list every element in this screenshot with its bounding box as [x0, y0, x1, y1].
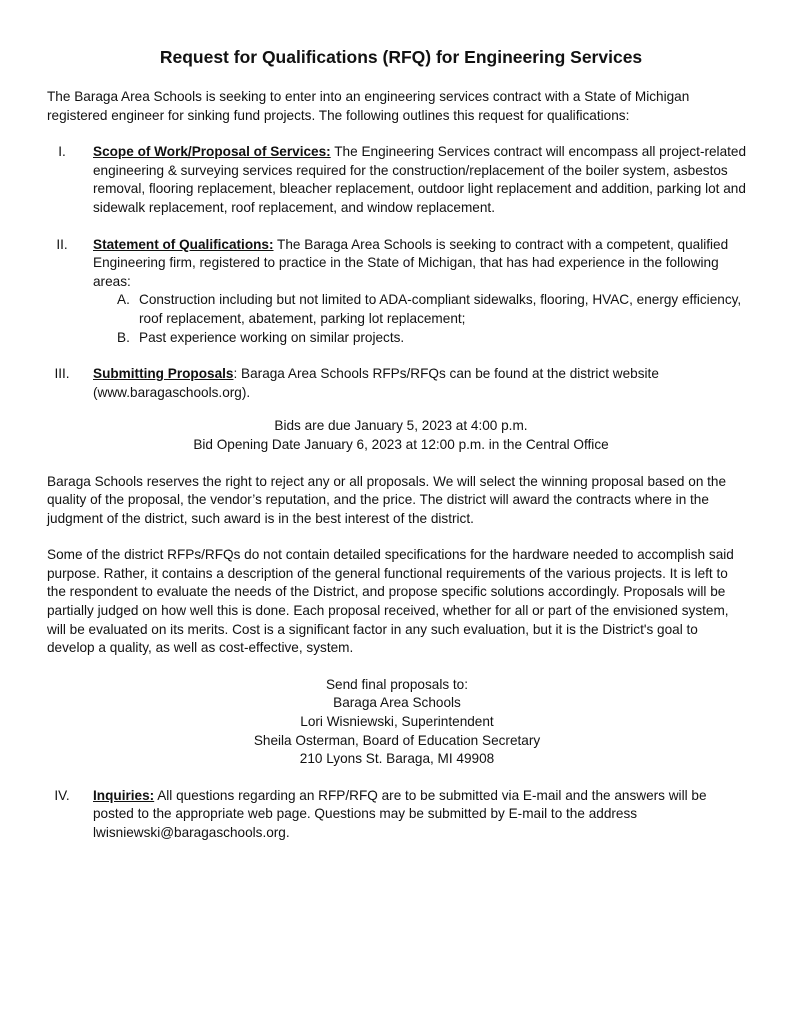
section-submitting-proposals	[47, 365, 747, 402]
send-to-address: 210 Lyons St. Baraga, MI 49908	[299, 751, 495, 767]
section-heading: Submitting Proposals	[93, 366, 234, 382]
section-body	[93, 143, 747, 217]
section-text: The Baraga Area Schools is seeking to contract with a competent, qualified Engineering firm, registered to practice in the State of Michigan, that has had experience in the following areas:	[93, 236, 729, 289]
list-item-letter: A.	[117, 292, 130, 308]
section-text: : Baraga Area Schools RFPs/RFQs can be found at the district website (www.baragaschools.org).	[93, 366, 659, 400]
section-text: All questions regarding an RFP/RFQ are to be submitted via E-mail and the answers will be posted to the appropriate web page. Questions may be submitted by E-mail to the address lwisniewski@baragaschools.org.	[93, 787, 707, 840]
section-numeral: III.	[54, 366, 70, 382]
send-to-organization: Baraga Area Schools	[333, 695, 461, 711]
list-item	[93, 291, 747, 328]
send-proposals-block	[47, 676, 747, 769]
document-page	[47, 44, 747, 861]
section-text: The Engineering Services contract will encompass all project-related engineering & surveying services required for the construction/replacement of the boiler system, asbestos removal, flooring replacement, bleacher replacement, outdoor light replacement and addition, parking lot and sidewalk replacement, roof replacement, and window replacement.	[93, 144, 747, 215]
section-body	[93, 787, 747, 843]
section-heading: Statement of Qualifications:	[93, 236, 274, 252]
section-numeral: II.	[56, 236, 68, 252]
section-numeral: IV.	[54, 787, 70, 803]
reserve-rights-paragraph: Baraga Schools reserves the right to reject any or all proposals. We will select the winning proposal based on the quality of the proposal, the vendor’s reputation, and the price. The district will award the contracts where in the judgment of the district, such award is in the best interest of the district.	[47, 473, 727, 526]
section-heading: Scope of Work/Proposal of Services:	[93, 144, 331, 160]
section-heading: Inquiries:	[93, 787, 155, 803]
bid-opening-line: Bid Opening Date January 6, 2023 at 12:00 p.m. in the Central Office	[193, 436, 609, 452]
list-item-text: Past experience working on similar projects.	[139, 329, 405, 345]
send-to-contact-secretary: Sheila Osterman, Board of Education Secretary	[253, 732, 541, 748]
section-body	[93, 365, 747, 402]
send-to-contact-superintendent: Lori Wisniewski, Superintendent	[300, 714, 494, 730]
bid-dates-block	[55, 417, 747, 454]
section-numeral: I.	[58, 144, 66, 160]
qualification-areas-list	[93, 291, 747, 347]
section-statement-of-qualifications	[47, 236, 747, 348]
list-item-text: Construction including but not limited to ADA-compliant sidewalks, flooring, HVAC, energy efficiency, roof replacement, abatement, parking lot replacement;	[139, 292, 742, 326]
section-scope-of-work	[47, 143, 747, 217]
send-to-label: Send final proposals to:	[325, 676, 469, 692]
list-item	[93, 329, 747, 348]
section-inquiries	[47, 787, 747, 843]
bids-due-line: Bids are due January 5, 2023 at 4:00 p.m.	[274, 418, 528, 434]
section-body	[93, 236, 747, 292]
list-item-letter: B.	[117, 329, 130, 345]
specifications-paragraph: Some of the district RFPs/RFQs do not contain detailed specifications for the hardware needed to accomplish said purpose. Rather, it contains a description of the general functional requirements of the various projects. It is left to the respondent to evaluate the needs of the District, and propose specific solutions accordingly. Proposals will be partially judged on how well this is done. Each proposal received, whether for all or part of the envisioned system, will be evaluated on its merits. Cost is a significant factor in any such evaluation, but it is the District's goal to develop a quality, as well as cost-effective, system.	[47, 547, 734, 656]
intro-paragraph: The Baraga Area Schools is seeking to enter into an engineering services contract with a State of Michigan registered engineer for sinking fund projects. The following outlines this request for qualifications:	[47, 89, 690, 123]
document-title: Request for Qualifications (RFQ) for Engineering Services	[159, 47, 643, 67]
